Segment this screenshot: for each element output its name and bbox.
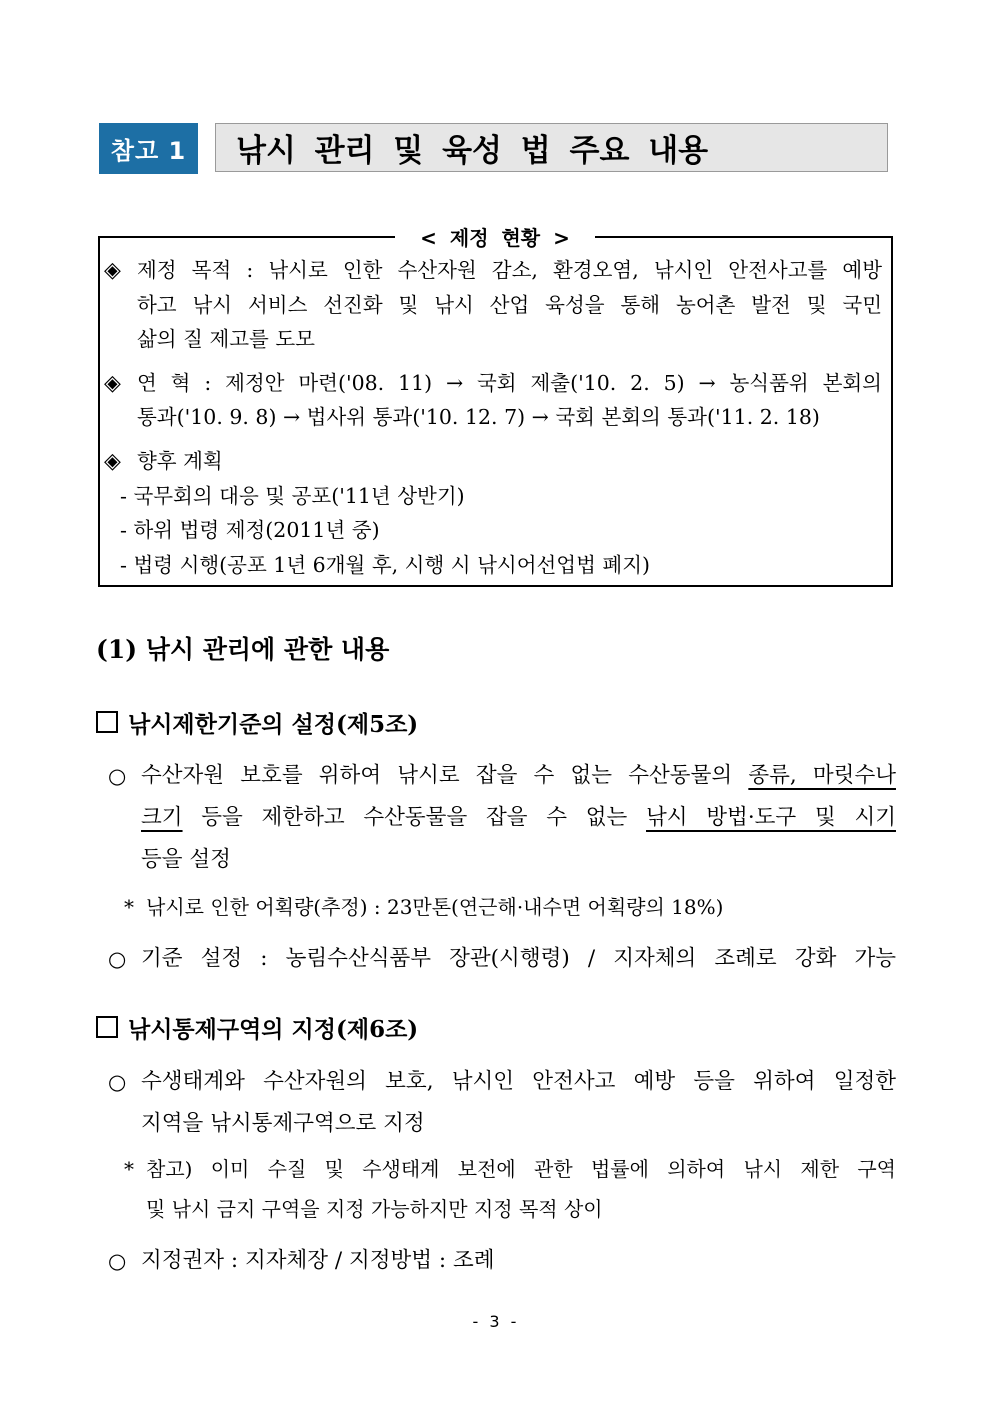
purpose-line-1: 제정 목적 : 낚시로 인한 수산자원 감소, 환경오염, 낚시인 안전사고를 예방 <box>137 258 882 282</box>
subsection-title-text: 낚시제한기준의 설정(제5조) <box>128 711 419 738</box>
circle-bullet-icon: ○ <box>108 1249 127 1273</box>
note-mark: * <box>124 895 134 919</box>
page-number: - 3 - <box>472 1312 520 1331</box>
note-mark: * <box>124 1157 134 1181</box>
circle-bullet-icon: ○ <box>108 947 127 971</box>
sub2-para1-line2: 지역을 낚시통제구역으로 지정 <box>141 1111 425 1136</box>
checkbox-square-icon <box>96 711 118 733</box>
sub1-para1-line2: 크기 등을 제한하고 수산동물을 잡을 수 없는 낚시 방법·도구 및 시기 <box>141 805 896 830</box>
summary-heading: < 제정 현황 > <box>395 224 595 252</box>
purpose-line-2: 하고 낚시 서비스 선진화 및 낚시 산업 육성을 통해 농어촌 발전 및 국민 <box>137 293 882 317</box>
page-title: 낚시 관리 및 육성 법 주요 내용 <box>215 123 888 172</box>
history-line-2: 통과('10. 9. 8) → 법사위 통과('10. 12. 7) → 국회 본회의 통과('11. 2. 18) <box>137 405 820 429</box>
plan-item: - 법령 시행(공포 1년 6개월 후, 시행 시 낚시어선업법 폐지) <box>120 553 651 577</box>
diamond-bullet-icon: ◈ <box>104 258 121 283</box>
subsection-title-1 <box>96 706 418 739</box>
sub1-note: 낚시로 인한 어획량(추정) : 23만톤(연근해·내수면 어획량의 18%) <box>146 895 724 919</box>
purpose-line-3: 삶의 질 제고를 도모 <box>137 327 315 351</box>
subsection-title-2 <box>96 1011 418 1044</box>
sub1-para1-line1: 수산자원 보호를 위하여 낚시로 잡을 수 없는 수산동물의 종류, 마릿수나 <box>141 763 896 788</box>
sub2-note-line2: 및 낚시 금지 구역을 지정 가능하지만 지정 목적 상이 <box>146 1197 603 1221</box>
reference-tag: 참고 1 <box>99 123 198 174</box>
sub2-para2: 지정권자 : 지자체장 / 지정방법 : 조례 <box>141 1248 495 1273</box>
diamond-bullet-icon: ◈ <box>104 371 121 396</box>
circle-bullet-icon: ○ <box>108 1070 127 1094</box>
history-line-1: 연 혁 : 제정안 마련('08. 11) → 국회 제출('10. 2. 5) → 농식품위 본회의 <box>137 371 882 395</box>
diamond-bullet-icon: ◈ <box>104 449 121 474</box>
circle-bullet-icon: ○ <box>108 764 127 788</box>
sub1-para1-line3: 등을 설정 <box>141 847 231 872</box>
sub2-note-line1: 참고) 이미 수질 및 수생태계 보전에 관한 법률에 의하여 낚시 제한 구역 <box>146 1157 896 1181</box>
sub1-para2: 기준 설정 : 농림수산식품부 장관(시행령) / 지자체의 조례로 강화 가능 <box>141 946 896 971</box>
plan-title: 향후 계획 <box>137 449 223 473</box>
section-title: (1) 낚시 관리에 관한 내용 <box>96 635 390 664</box>
checkbox-square-icon <box>96 1016 118 1038</box>
plan-item: - 국무회의 대응 및 공포('11년 상반기) <box>120 484 465 508</box>
sub2-para1-line1: 수생태계와 수산자원의 보호, 낚시인 안전사고 예방 등을 위하여 일정한 <box>141 1069 896 1094</box>
plan-item: - 하위 법령 제정(2011년 중) <box>120 518 380 542</box>
subsection-title-text: 낚시통제구역의 지정(제6조) <box>128 1016 419 1043</box>
